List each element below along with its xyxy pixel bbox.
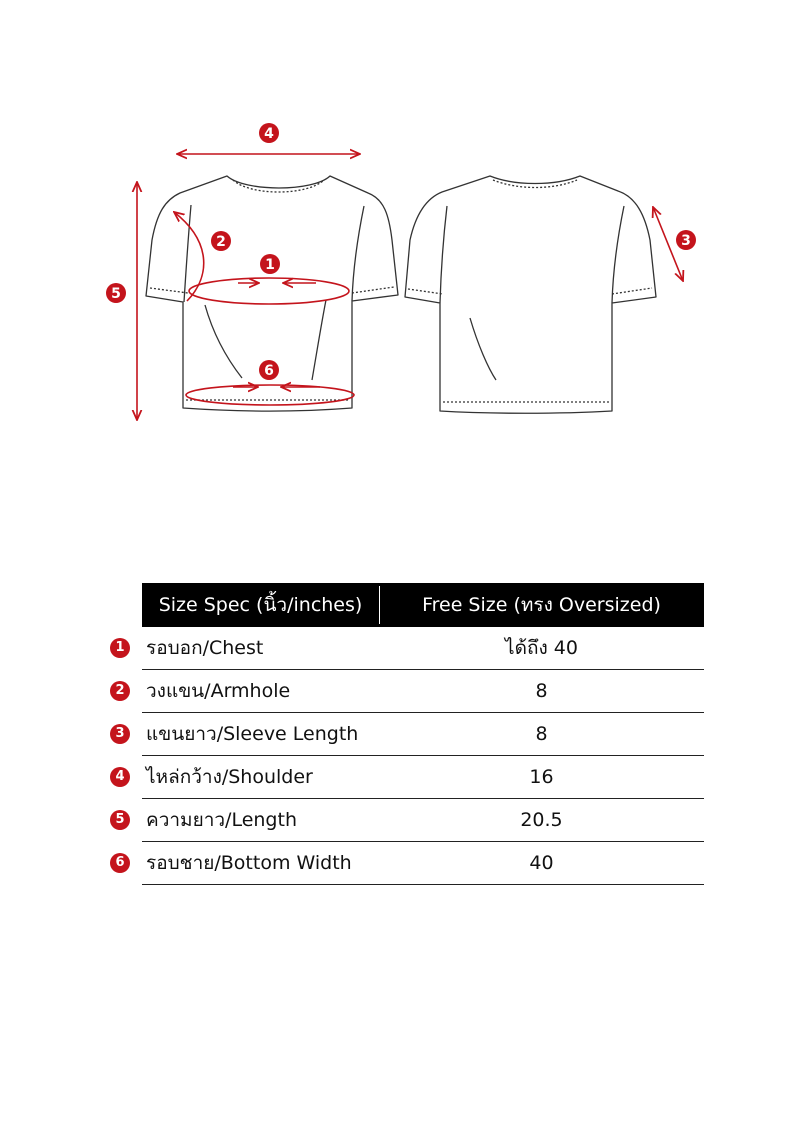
- table-row-sleeve-length: [115, 713, 704, 756]
- table-row-bottom-width: [115, 842, 704, 885]
- row-number-badge: 5: [110, 810, 130, 830]
- marker-3: [676, 230, 696, 250]
- diagram-markers: [106, 123, 696, 380]
- marker-1: [260, 254, 280, 274]
- table-header: [142, 583, 704, 627]
- back-tshirt-drawing: [405, 176, 656, 413]
- header-size-spec: Size Spec (นิ้ว/inches): [158, 594, 363, 616]
- table-row-armhole: [115, 670, 704, 713]
- svg-text:2: 2: [216, 234, 226, 250]
- svg-text:4: 4: [264, 126, 274, 142]
- row-value: 40: [529, 852, 554, 874]
- row-value: 16: [529, 766, 554, 788]
- marker-2: [211, 231, 231, 251]
- row-value: 20.5: [520, 809, 563, 831]
- table-row-length: [115, 799, 704, 842]
- marker-5: [106, 283, 126, 303]
- svg-text:6: 6: [264, 363, 274, 379]
- table-row-shoulder: [115, 756, 704, 799]
- row-number-badge: 2: [110, 681, 130, 701]
- marker-6: [259, 360, 279, 380]
- header-divider: [379, 586, 380, 624]
- marker-4: [259, 123, 279, 143]
- row-label: รอบชาย/Bottom Width: [146, 852, 352, 874]
- row-value: 8: [535, 723, 548, 745]
- row-number-badge: 1: [110, 638, 130, 658]
- row-label: ความยาว/Length: [146, 809, 297, 831]
- chest-ellipse: [189, 278, 349, 304]
- row-value: 8: [535, 680, 548, 702]
- size-spec-table: [115, 583, 704, 885]
- header-free-size: Free Size (ทรง Oversized): [422, 594, 661, 616]
- row-label: วงแขน/Armhole: [146, 680, 291, 702]
- row-label: รอบอก/Chest: [146, 637, 264, 659]
- row-number-badge: 6: [110, 853, 130, 873]
- row-value: ได้ถึง 40: [505, 637, 578, 659]
- svg-text:1: 1: [265, 257, 275, 273]
- bottom-ellipse: [186, 385, 354, 405]
- measurement-guides: [137, 154, 683, 420]
- row-label: ไหล่กว้าง/Shoulder: [146, 766, 313, 788]
- row-number-badge: 4: [110, 767, 130, 787]
- svg-text:3: 3: [681, 233, 691, 249]
- row-number-badge: 3: [110, 724, 130, 744]
- svg-text:5: 5: [111, 286, 121, 302]
- row-label: แขนยาว/Sleeve Length: [146, 723, 359, 745]
- tshirt-measurement-diagram: [0, 0, 800, 470]
- table-row-chest: [115, 627, 704, 670]
- armhole-arc: [174, 212, 204, 301]
